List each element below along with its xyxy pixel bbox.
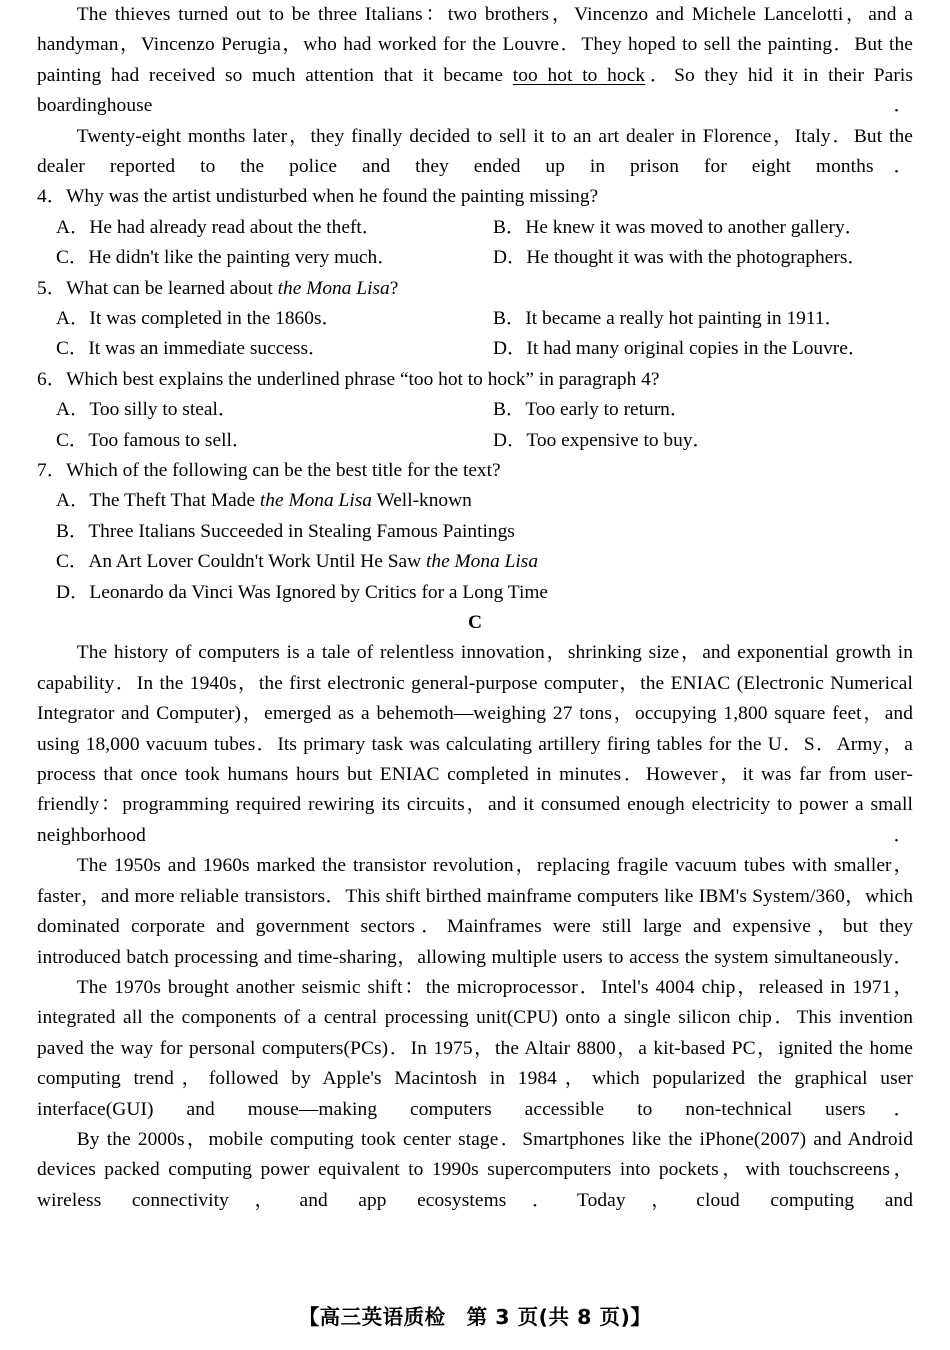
question-5-title-italic: the Mona Lisa <box>277 277 390 299</box>
section-c-paragraph-2: The 1950s and 1960s marked the transistor revolution，replacing fragile vacuum tubes with smaller，faster，and more reliable transistors．This shift birthed mainframe computers like IBM's System/360，which dominated corporate and government sectors．Mainframes were still large and expensive，but they introduced batch processing and time-sharing，allowing multiple users to access the system simultaneously． <box>37 855 913 968</box>
exam-page <box>37 0 913 1350</box>
question-7-option-d-pre: D．Leonardo da Vinci Was Ignored by Critics for a Long Time <box>56 581 549 603</box>
section-c-paragraph-3: The 1970s brought another seismic shift：the microprocessor．Intel's 4004 chip，released in 1971，integrated all the components of a central processing unit(CPU) onto a single silicon chip．This invention paved the way for personal computers(PCs)．In 1975，the Altair 8800，a kit-based PC，ignited the home computing trend，followed by Apple's Macintosh in 1984，which popularized the graphical user interface(GUI) and mouse—making computers accessible to non-technical users． <box>37 976 913 1120</box>
question-4-option-b[interactable]: B．He knew it was moved to another gallery． <box>493 216 865 238</box>
section-c-paragraph-4: By the 2000s，mobile computing took center stage．Smartphones like the iPhone(2007) and Android devices packed computing power equivalent to 1990s supercomputers into pockets，with touchscreens，wireless connectivity，and app ecosystems．Today，cloud computing and <box>37 1128 913 1211</box>
question-5-option-c[interactable]: C．It was an immediate success． <box>56 338 328 360</box>
question-7-option-a-pre: A．The Theft That Made <box>56 490 260 512</box>
question-7-option-c-italic: the Mona Lisa <box>425 551 539 573</box>
question-7-text: Which of the following can be the best title for the text? <box>66 460 501 481</box>
question-7-number: 7． <box>37 460 67 481</box>
section-c-heading: C <box>467 612 482 634</box>
question-7-option-a-post: Well-known <box>371 490 472 512</box>
question-4-options-row-2 <box>37 243 913 273</box>
question-7-stem <box>37 456 913 486</box>
question-7-option-c[interactable] <box>37 547 913 577</box>
page-footer: 【高三英语质检 第 3 页(共 8 页)】 <box>298 1305 652 1329</box>
question-6-options-row-1 <box>37 395 913 425</box>
question-4-stem <box>37 182 913 212</box>
question-7-option-c-pre: C．An Art Lover Couldn't Work Until He Saw <box>56 551 426 573</box>
question-7-option-a-italic: the Mona Lisa <box>259 490 372 512</box>
passage-b-paragraph-2: Twenty-eight months later，they finally decided to sell it to an art dealer in Florence，Italy．But the dealer reported to the police and they ended up in prison for eight months． <box>37 125 913 178</box>
question-6-option-b[interactable]: B．Too early to return． <box>493 399 690 421</box>
underlined-phrase: too hot to hock <box>512 64 646 86</box>
question-5-option-d[interactable]: D．It had many original copies in the Louvre． <box>493 338 868 360</box>
question-5-options-row-2 <box>37 334 913 364</box>
question-5-options-row-1 <box>37 304 913 334</box>
question-4-option-c[interactable]: C．He didn't like the painting very much． <box>56 247 397 269</box>
question-5-option-a[interactable]: A．It was completed in the 1860s． <box>56 308 341 330</box>
question-5-number: 5． <box>37 277 67 299</box>
question-4-option-a[interactable]: A．He had already read about the theft． <box>56 216 382 238</box>
section-c-paragraph-1: The history of computers is a tale of relentless innovation，shrinking size，and exponential growth in capability．In the 1940s，the first electronic general-purpose computer，the ENIAC (Electronic Numerical Integrator and Computer)，emerged as a behemoth—weighing 27 tons，occupying 1,800 square feet，and using 18,000 vacuum tubes．Its primary task was calculating artillery firing tables for the U．S．Army，a process that once took humans hours but ENIAC completed in minutes．However，it was far from user-friendly：programming required rewiring its circuits，and it consumed enough electricity to power a small neighborhood． <box>37 642 913 846</box>
question-5-text-post: ? <box>389 277 399 299</box>
question-6-option-d[interactable]: D．Too expensive to buy． <box>493 429 712 451</box>
paragraph-1-part-2: ．So they hid it in their Paris boardinghouse． <box>37 64 914 117</box>
question-4-text: Why was the artist undisturbed when he found the painting missing? <box>66 186 599 208</box>
question-5-option-b[interactable]: B．It became a really hot painting in 1911． <box>493 308 844 330</box>
paragraph-1-part-1: The thieves turned out to be three Italians：two brothers，Vincenzo and Michele Lancelotti，and a handyman，Vincenzo Perugia，who had worked for the Louvre．They hoped to sell the painting．But the painting had received so much attention that it became <box>37 4 913 86</box>
question-6-option-c[interactable]: C．Too famous to sell． <box>56 429 252 451</box>
question-5-text-pre: What can be learned about <box>66 277 278 299</box>
question-4-options-row-1 <box>37 213 913 243</box>
question-6-option-a[interactable]: A．Too silly to steal． <box>56 399 238 421</box>
question-7-option-a[interactable] <box>37 486 913 516</box>
passage-b-paragraph-1 <box>37 0 913 122</box>
question-6-number: 6． <box>37 368 67 390</box>
question-6-stem <box>37 365 913 395</box>
question-6-text: Which best explains the underlined phrase “too hot to hock” in paragraph 4? <box>66 368 660 390</box>
question-6-options-row-2 <box>37 426 913 456</box>
question-7-option-b-pre: B．Three Italians Succeeded in Stealing Famous Paintings <box>56 520 515 542</box>
question-7-option-d[interactable] <box>37 578 913 608</box>
question-7-option-b[interactable] <box>37 517 913 547</box>
question-4-number: 4． <box>37 186 67 208</box>
question-5-stem <box>37 274 913 304</box>
question-4-option-d[interactable]: D．He thought it was with the photographers． <box>493 247 867 269</box>
